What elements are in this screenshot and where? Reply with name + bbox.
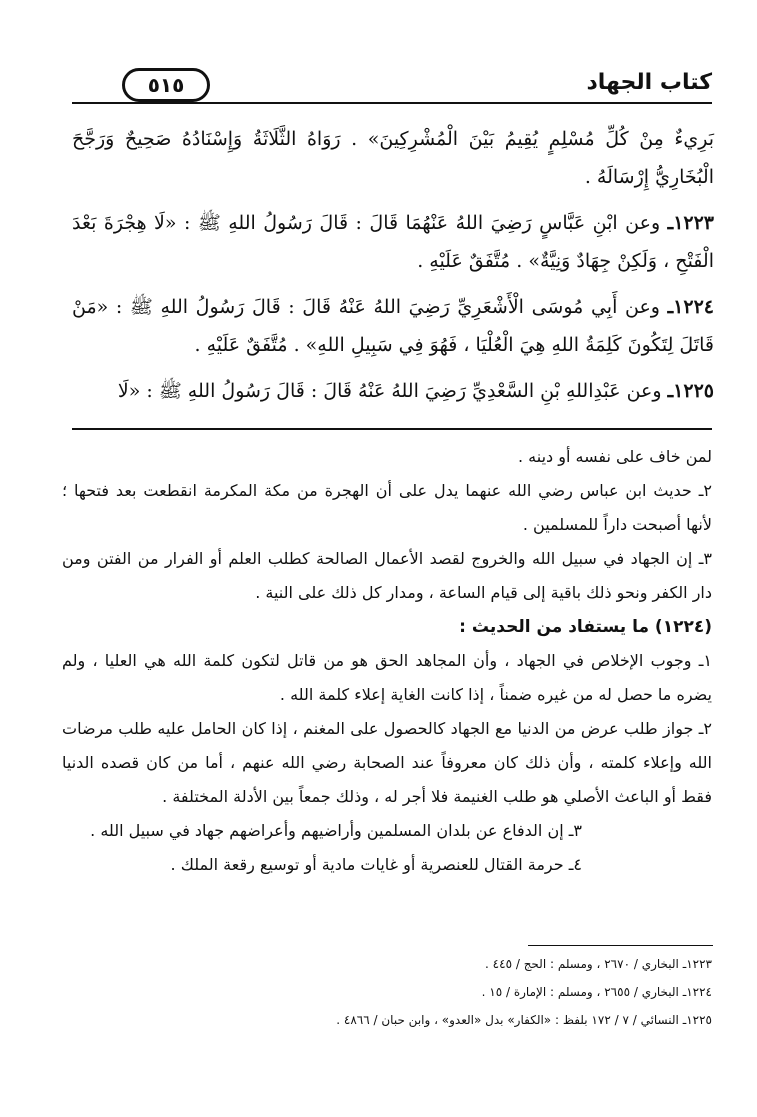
hadith-text: وعن عَبْدِاللهِ بْنِ السَّعْدِيِّ رَضِيَ اللهُ عَنْهُ قَالَ : قَالَ رَسُولُ اللهِ ﷺ : «لَا [117, 380, 662, 402]
hadith-1223 [72, 204, 714, 280]
page-number: ٥١٥ [122, 68, 210, 102]
benefit-point: ٣ـ إن الدفاع عن بلدان المسلمين وأراضيهم وأعراضهم جهاد في سبيل الله . [90, 821, 582, 840]
hadith-1225 [72, 372, 714, 410]
footnote-divider [528, 945, 713, 946]
hadith-continuation [72, 120, 714, 196]
benefit-point: ٢ـ جواز طلب عرض من الدنيا مع الجهاد كالحصول على المغنم ، إذا كان الحامل عليه طلب مرضات الله وإعلاء كلمته ، وأن ذلك كان معروفاً عند الصحابة رضي الله عنهم ، أما من كان قصده الدنيا فقط أو الباعث الأصلي هو طلب الغنيمة فلا أجر له ، وذلك جمعاً بين الأدلة المختلفة . [62, 719, 712, 806]
footnote: ١٢٢٣ـ البخاري / ٢٦٧٠ ، ومسلم : الحج / ٤٤٥ . [485, 957, 712, 971]
commentary-section [62, 440, 712, 882]
header-divider [72, 102, 712, 104]
footnotes [200, 950, 712, 1034]
hadith-number: ١٢٢٣ـ [667, 212, 715, 234]
hadith-1224 [72, 288, 714, 364]
hadith-text: بَرِيءٌ مِنْ كُلِّ مُسْلِمٍ يُقِيمُ بَيْنَ الْمُشْرِكِينَ» . رَوَاهُ الثَّلَاثَةُ وَإِسْنَادُهُ صَحِيحٌ وَرَجَّحَ الْبُخَارِيُّ إِرْسَالَهُ . [72, 128, 714, 188]
chapter-title: كتاب الجهاد [586, 70, 712, 95]
footnote: ١٢٢٤ـ البخاري / ٢٦٥٥ ، ومسلم : الإمارة / ١٥ . [481, 985, 712, 999]
page-header [72, 64, 712, 104]
section-divider [72, 428, 712, 430]
hadith-text-section [72, 120, 714, 418]
hadith-number: ١٢٢٤ـ [667, 296, 714, 318]
footnote: ١٢٢٥ـ النسائي / ٧ / ١٧٢ بلفظ : «الكفار» بدل «العدو» ، وابن حبان / ٤٨٦٦ . [336, 1013, 712, 1027]
commentary-point: ٢ـ حديث ابن عباس رضي الله عنهما يدل على أن الهجرة من مكة المكرمة انقطعت بعد فتحها ؛ لأنها أصبحت داراً للمسلمين . [62, 481, 712, 534]
hadith-text: وعن ابْنِ عَبَّاسٍ رَضِيَ اللهُ عَنْهُمَا قَالَ : قَالَ رَسُولُ اللهِ ﷺ : «لَا هِجْرَةَ بَعْدَ الْفَتْحِ ، وَلَكِنْ جِهَادٌ وَنِيَّةٌ» . مُتَّفَقٌ عَلَيْهِ . [72, 212, 714, 272]
benefit-point: ٤ـ حرمة القتال للعنصرية أو غايات مادية أو توسيع رقعة الملك . [170, 855, 582, 874]
hadith-text: وعن أَبِي مُوسَى الْأَشْعَرِيِّ رَضِيَ اللهُ عَنْهُ قَالَ : قَالَ رَسُولُ اللهِ ﷺ : «مَنْ قَاتَلَ لِتَكُونَ كَلِمَةُ اللهِ هِيَ الْعُلْيَا ، فَهُوَ فِي سَبِيلِ اللهِ» . مُتَّفَقٌ عَلَيْهِ . [72, 296, 714, 356]
hadith-number: ١٢٢٥ـ [667, 380, 714, 402]
benefits-heading: (١٢٢٤) ما يستفاد من الحديث : [459, 617, 712, 637]
commentary-intro: لمن خاف على نفسه أو دينه . [518, 447, 712, 466]
benefit-point: ١ـ وجوب الإخلاص في الجهاد ، وأن المجاهد الحق هو من قاتل لتكون كلمة الله هي العليا ، ولم يضره ما حصل له من غيره ضمناً ، إذا كانت الغاية إعلاء كلمة الله . [62, 651, 712, 704]
commentary-point: ٣ـ إن الجهاد في سبيل الله والخروج لقصد الأعمال الصالحة كطلب العلم أو الفرار من الفتن ومن دار الكفر ونحو ذلك باقية إلى قيام الساعة ، ومدار كل ذلك على النية . [62, 549, 712, 602]
